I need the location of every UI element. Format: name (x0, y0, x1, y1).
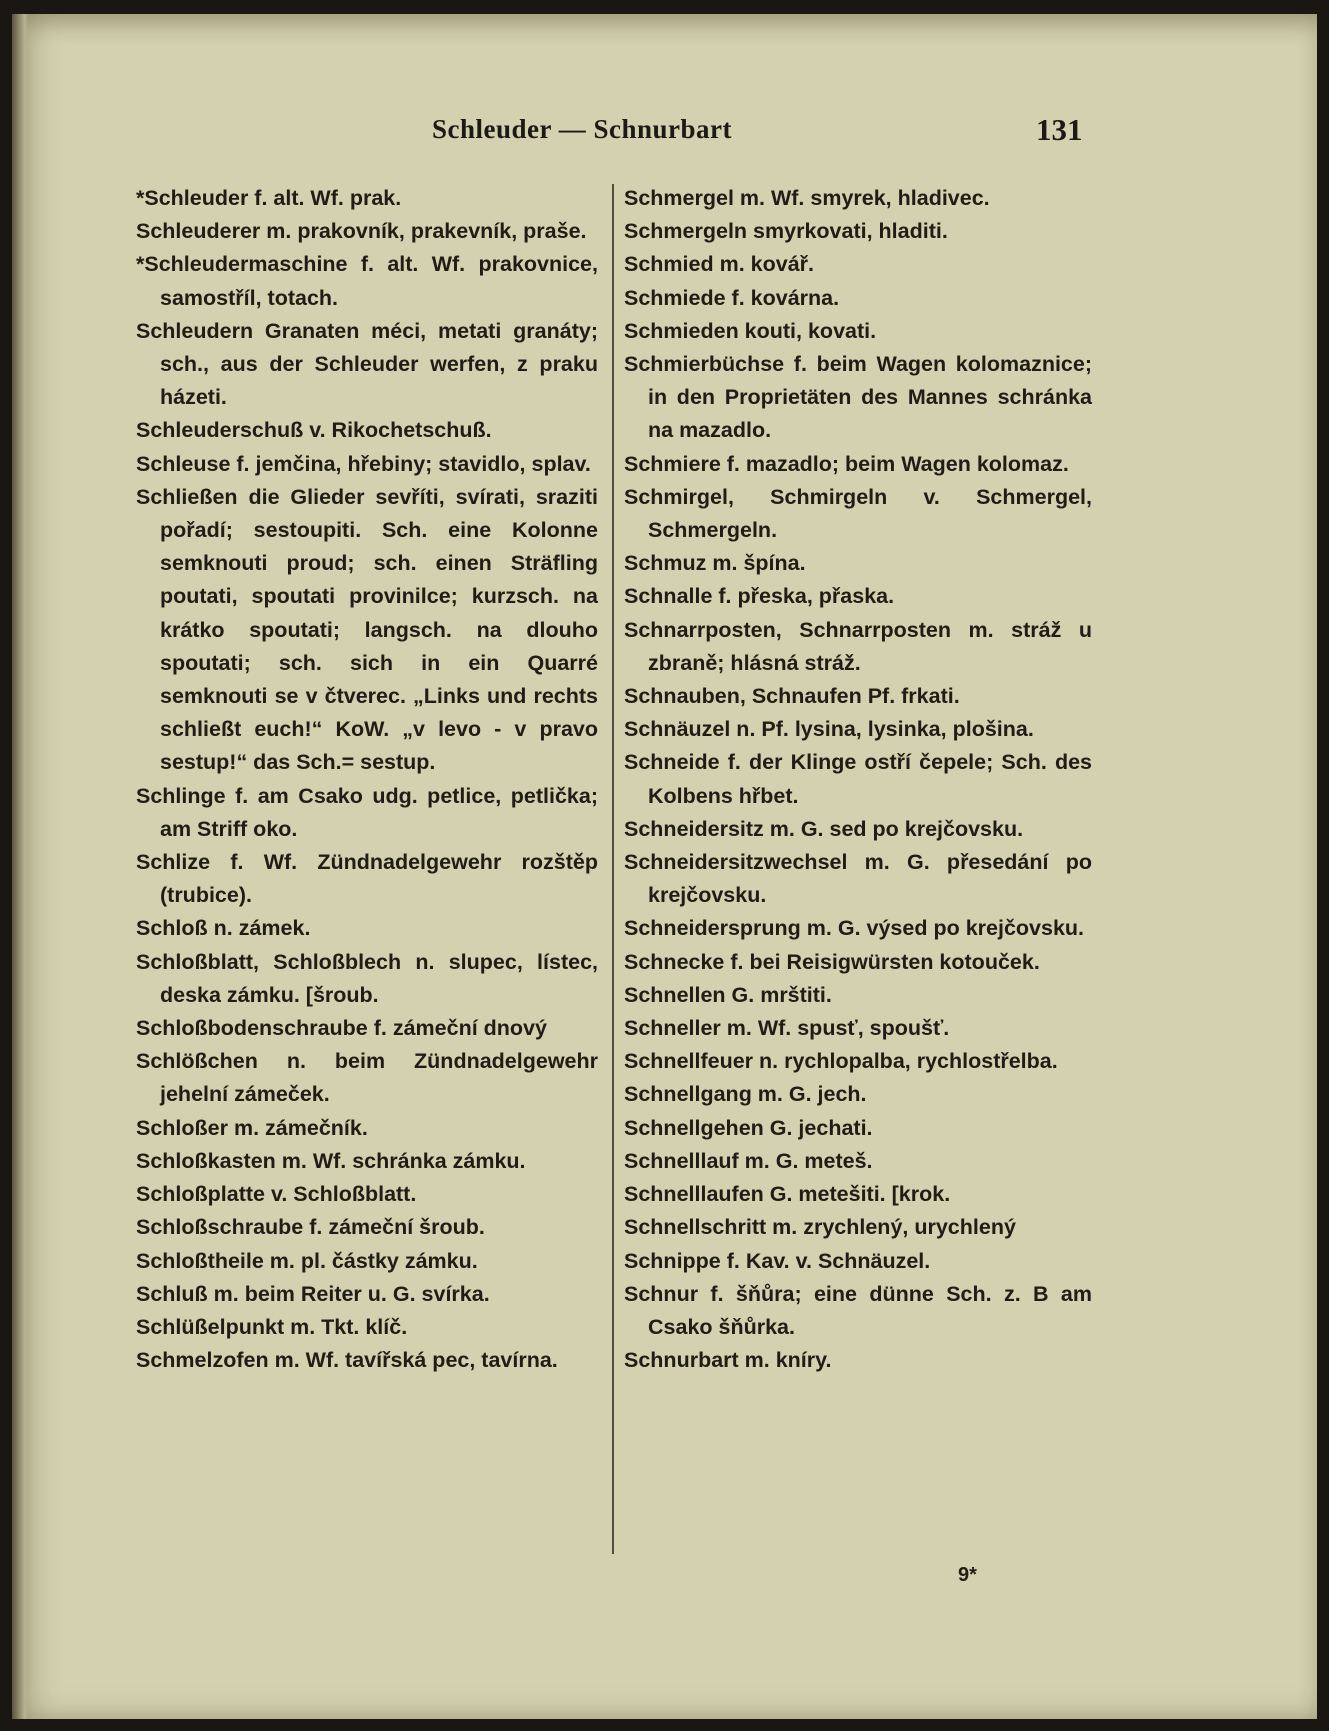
dictionary-entry: Schloß n. zámek. (136, 916, 311, 941)
dictionary-entry: Schloßkasten m. Wf. schránka zámku. (136, 1148, 526, 1173)
dictionary-entry: Schloßbodenschraube f. zámeční dnový (136, 1016, 547, 1041)
dictionary-entry: Schnelllauf m. G. meteš. (624, 1148, 873, 1173)
dictionary-entry: Schneller m. Wf. spusť, spoušť. (624, 1016, 950, 1041)
dictionary-entry: Schnauben, Schnaufen Pf. frkati. (624, 684, 960, 709)
dictionary-entry: Schmiede f. kovárna. (624, 285, 840, 310)
dictionary-entry: Schloßblatt, Schloßblech n. slupec, lístec, deska zámku. [šroub. (136, 949, 598, 1007)
dictionary-entry: Schmuz m. špína. (624, 551, 806, 576)
dictionary-entry: Schnalle f. přeska, přaska. (624, 584, 895, 609)
dictionary-page (12, 14, 1317, 1719)
dictionary-entry: Schnellen G. mrštiti. (624, 982, 832, 1007)
left-column (136, 182, 598, 1377)
dictionary-entry: Schnäuzel n. Pf. lysina, lysinka, plošina. (624, 717, 1034, 742)
dictionary-entry: Schlize f. Wf. Zündnadelgewehr rozštěp (trubice). (136, 850, 598, 908)
page-header (12, 114, 1317, 154)
dictionary-entry: Schmergel m. Wf. smyrek, hladivec. (624, 186, 990, 210)
dictionary-entry: Schnelllaufen G. metešiti. [krok. (624, 1182, 951, 1207)
dictionary-entry: Schleuderschuß v. Rikochetschuß. (136, 418, 492, 443)
dictionary-entry: Schmergeln smyrkovati, hladiti. (624, 219, 948, 244)
dictionary-entry: Schmelzofen m. Wf. tavířská pec, tavírna. (136, 1348, 558, 1373)
dictionary-entry: Schneidersprung m. G. výsed po krejčovsku. (624, 916, 1085, 941)
running-title: Schleuder — Schnurbart (432, 114, 733, 144)
dictionary-entry: Schloßtheile m. pl. částky zámku. (136, 1248, 478, 1273)
dictionary-entry: Schnellgang m. G. jech. (624, 1082, 867, 1107)
dictionary-entry: Schnecke f. bei Reisigwürsten kotouček. (624, 949, 1040, 974)
dictionary-entry: Schluß m. beim Reiter u. G. svírka. (136, 1281, 490, 1306)
dictionary-entry: Schnarrposten, Schnarrposten m. stráž u zbraně; hlásná stráž. (624, 617, 1092, 675)
dictionary-entry: Schmirgel, Schmirgeln v. Schmergel, Schmergeln. (624, 484, 1092, 543)
dictionary-entry: Schneide f. der Klinge ostří čepele; Sch. des Kolbens hřbet. (624, 750, 1092, 808)
dictionary-entry: Schlößchen n. beim Zündnadelgewehr jehelní zámeček. (136, 1049, 598, 1107)
right-column (624, 182, 1092, 1377)
dictionary-entry: Schneidersitz m. G. sed po krejčovsku. (624, 816, 1024, 841)
dictionary-entry: Schnurbart m. kníry. (624, 1348, 832, 1373)
dictionary-entry: Schloßer m. zámečník. (136, 1115, 368, 1140)
dictionary-entry: Schnellfeuer n. rychlopalba, rychlostřelba. (624, 1049, 1058, 1074)
dictionary-entry: Schmieden kouti, kovati. (624, 318, 877, 343)
dictionary-entry: Schnellgehen G. jechati. (624, 1115, 873, 1140)
page-number: 131 (1036, 112, 1083, 147)
dictionary-entry: Schleuse f. jemčina, hřebiny; stavidlo, splav. (136, 451, 591, 476)
dictionary-entry: Schmied m. kovář. (624, 252, 814, 277)
dictionary-entry: Schnellschritt m. zrychlený, urychlený (624, 1215, 1016, 1240)
dictionary-entry: Schleuderer m. prakovník, prakevník, praše. (136, 219, 587, 244)
dictionary-entry: Schloßplatte v. Schloßblatt. (136, 1182, 417, 1207)
dictionary-entry: Schnur f. šňůra; eine dünne Sch. z. B am Csako šňůrka. (624, 1281, 1092, 1339)
dictionary-entry: Schnippe f. Kav. v. Schnäuzel. (624, 1248, 931, 1273)
dictionary-entry: Schloßschraube f. zámeční šroub. (136, 1215, 485, 1240)
dictionary-entry: *Schleuder f. alt. Wf. prak. (136, 186, 402, 210)
column-divider (612, 184, 614, 1554)
dictionary-entry: Schneidersitzwechsel m. G. přesedání po krejčovsku. (624, 850, 1092, 908)
dictionary-entry: Schleudern Granaten méci, metati granáty; sch., aus der Schleuder werfen, z praku házeti. (136, 318, 598, 410)
dictionary-entry: Schlinge f. am Csako udg. petlice, petlička; am Striff oko. (136, 783, 598, 841)
dictionary-entry: Schlüßelpunkt m. Tkt. klíč. (136, 1314, 408, 1339)
dictionary-entry: *Schleudermaschine f. alt. Wf. prakovnice, samostříl, totach. (136, 252, 598, 310)
book-spine-shadow (12, 14, 28, 1719)
signature-mark: 9* (958, 1564, 977, 1586)
dictionary-entry: Schmiere f. mazadlo; beim Wagen kolomaz. (624, 451, 1069, 476)
dictionary-entry: Schmierbüchse f. beim Wagen kolomaznice; in den Proprietäten des Mannes schránka na mazadlo. (624, 352, 1092, 443)
dictionary-entry: Schließen die Glieder sevříti, svírati, sraziti pořadí; sestoupiti. Sch. eine Kolonne semknouti proud; sch. einen Sträfling poutati, spoutati provinilce; kurzsch. na krátko spoutati; langsch. na dlouho spoutati; sch. sich in ein Quarré semknouti se v čtverec. „Links und rechts schließt euch!“ KoW. „v levo - v pravo sestup!“ das Sch.= sestup. (136, 484, 598, 775)
